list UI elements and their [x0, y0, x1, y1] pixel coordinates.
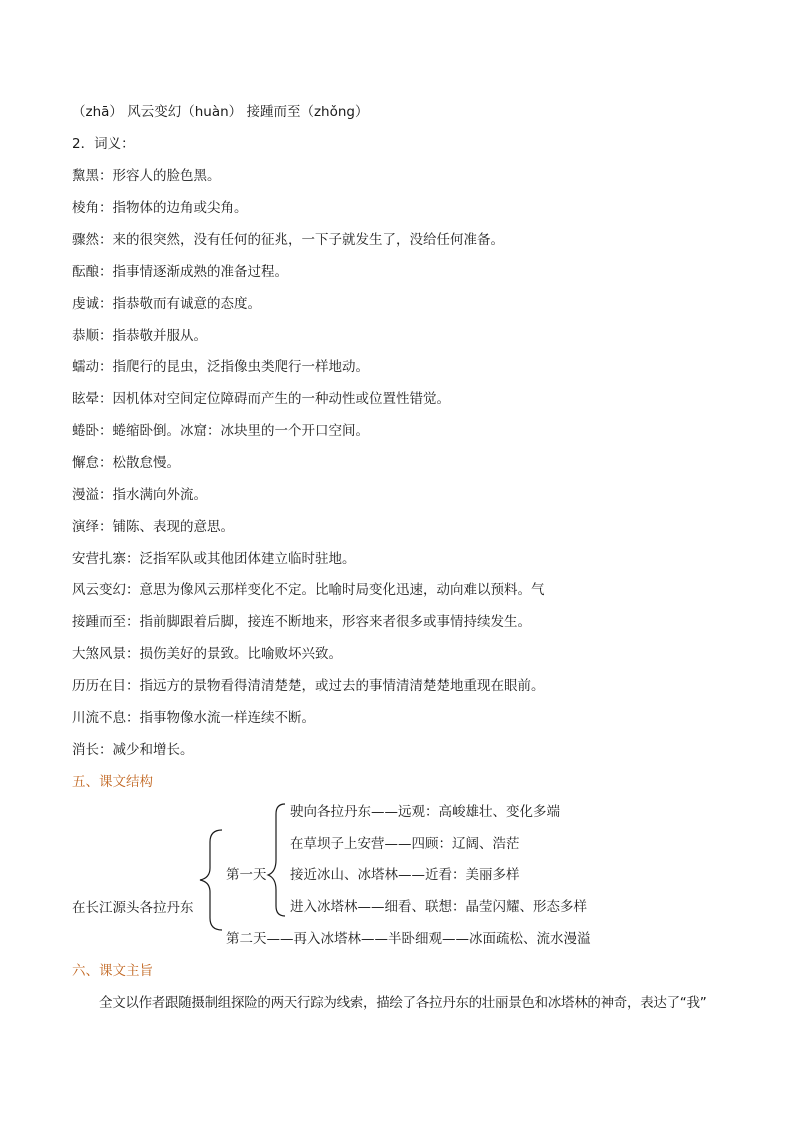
definition-item: 接踵而至：指前脚跟着后脚，接连不断地来，形容来者很多或事情持续发生。 — [72, 614, 531, 630]
definition-item: 川流不息：指事物像水流一样连续不断。 — [72, 710, 315, 726]
day1-item: 驶向各拉丹东——远观：高峻雄壮、变化多端 — [290, 804, 560, 820]
day1-brace — [268, 804, 285, 916]
day2-line: 第二天——再入冰塔林——半卧细观——冰面疏松、流水漫溢 — [226, 931, 591, 947]
definition-item: 骤然：来的很突然，没有任何的征兆，一下子就发生了，没给任何准备。 — [72, 232, 504, 248]
day1-item: 在草坝子上安营——四顾：辽阔、浩茫 — [290, 836, 520, 852]
definition-item: 消长：减少和增长。 — [72, 742, 194, 758]
definition-item: 大煞风景：损伤美好的景致。比喻败坏兴致。 — [72, 646, 342, 662]
definition-item: 历历在目：指远方的景物看得清清楚楚，或过去的事情清清楚楚地重现在眼前。 — [72, 678, 545, 694]
definition-item: 蠕动：指爬行的昆虫，泛指像虫类爬行一样地动。 — [72, 359, 369, 375]
definition-item: 演绎：铺陈、表现的意思。 — [72, 519, 234, 535]
section-five-heading: 五、课文结构 — [72, 774, 153, 790]
definition-item: 眩晕：因机体对空间定位障碍而产生的一种动性或位置性错觉。 — [72, 391, 450, 407]
definition-item: 棱角：指物体的边角或尖角。 — [72, 200, 248, 216]
day1-item: 进入冰塔林——细看、联想：晶莹闪耀、形态多样 — [290, 899, 587, 915]
definition-item: 漫溢：指水满向外流。 — [72, 487, 207, 503]
definition-item: 风云变幻：意思为像风云那样变化不定。比喻时局变化迅速，动向难以预料。气 — [72, 582, 545, 598]
definition-item: 恭顺：指恭敬并服从。 — [72, 328, 207, 344]
structure-root: 在长江源头各拉丹东 — [72, 900, 194, 916]
vocab-title: 2．词义： — [72, 136, 135, 152]
pinyin-line: （zhā） 风云变幻（huàn） 接踵而至（zhǒng） — [72, 104, 369, 120]
definition-item: 蜷卧：蜷缩卧倒。冰窟：冰块里的一个开口空间。 — [72, 423, 369, 439]
root-brace — [200, 830, 222, 930]
theme-paragraph: 全文以作者跟随摄制组探险的两天行踪为线索，描绘了各拉丹东的壮丽景色和冰塔林的神奇，表达了“我” — [99, 995, 707, 1011]
day1-item: 接近冰山、冰塔林——近看：美丽多样 — [290, 867, 520, 883]
definition-item: 黧黑：形容人的脸色黑。 — [72, 168, 221, 184]
day1-label: 第一天 — [226, 867, 267, 883]
section-six-heading: 六、课文主旨 — [72, 963, 153, 979]
definition-item: 虔诚：指恭敬而有诚意的态度。 — [72, 296, 261, 312]
definition-item: 酝酿：指事情逐渐成熟的准备过程。 — [72, 264, 288, 280]
definition-item: 安营扎寨：泛指军队或其他团体建立临时驻地。 — [72, 551, 356, 567]
definition-item: 懈怠：松散怠慢。 — [72, 455, 180, 471]
